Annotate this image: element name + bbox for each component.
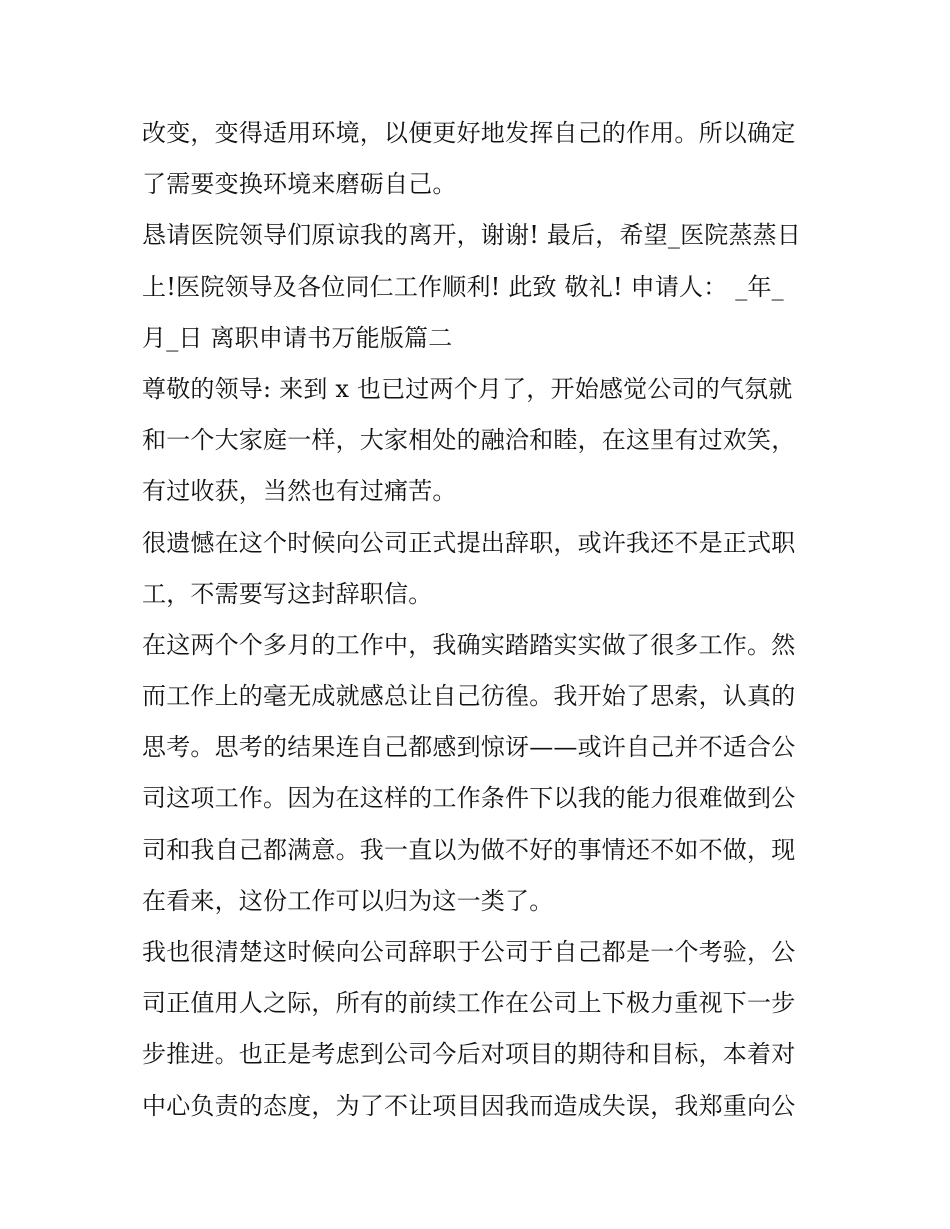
text-line: 司和我自己都满意。我一直以为做不好的事情还不如不做，现 [142, 835, 796, 864]
text-line: 工，不需要写这封辞职信。 [142, 579, 433, 608]
text-line: 在这两个个多月的工作中，我确实踏踏实实做了很多工作。然 [142, 630, 796, 659]
text-line: 尊敬的领导: 来到 x 也已过两个月了，开始感觉公司的气氛就 [142, 374, 793, 403]
text-line: 有过收获，当然也有过痛苦。 [142, 477, 457, 506]
document-body [142, 108, 822, 1132]
text-line: 改变，变得适用环境，以便更好地发挥自己的作用。所以确定 [142, 119, 796, 147]
text-line: 思考。思考的结果连自己都感到惊讶——或许自己并不适合公 [142, 733, 796, 762]
text-line: 中心负责的态度，为了不让项目因我而造成失误，我郑重向公 [142, 1091, 796, 1120]
text-line: 步推进。也正是考虑到公司今后对项目的期待和目标，本着对 [142, 1040, 796, 1069]
text-line: 而工作上的毫无成就感总让自己彷徨。我开始了思索，认真的 [142, 682, 796, 711]
text-line: 月_日 离职申请书万能版篇二 [142, 323, 453, 352]
text-line: 了需要变换环境来磨砺自己。 [142, 170, 457, 199]
text-line: 很遗憾在这个时候向公司正式提出辞职，或许我还不是正式职 [142, 528, 796, 557]
text-line: 我也很清楚这时候向公司辞职于公司于自己都是一个考验，公 [142, 938, 796, 966]
text-line: 上!医院领导及各位同仁工作顺利! 此致 敬礼! 申请人： _年_ [142, 272, 784, 301]
text-line: 恳请医院领导们原谅我的离开，谢谢! 最后，希望_医院蒸蒸日 [142, 221, 802, 250]
text-line: 司正值用人之际，所有的前续工作在公司上下极力重视下一步 [142, 989, 796, 1018]
text-line: 在看来，这份工作可以归为这一类了。 [142, 886, 554, 915]
text-line: 和一个大家庭一样，大家相处的融洽和睦，在这里有过欢笑， [142, 426, 796, 455]
text-line: 司这项工作。因为在这样的工作条件下以我的能力很难做到公 [142, 784, 796, 813]
